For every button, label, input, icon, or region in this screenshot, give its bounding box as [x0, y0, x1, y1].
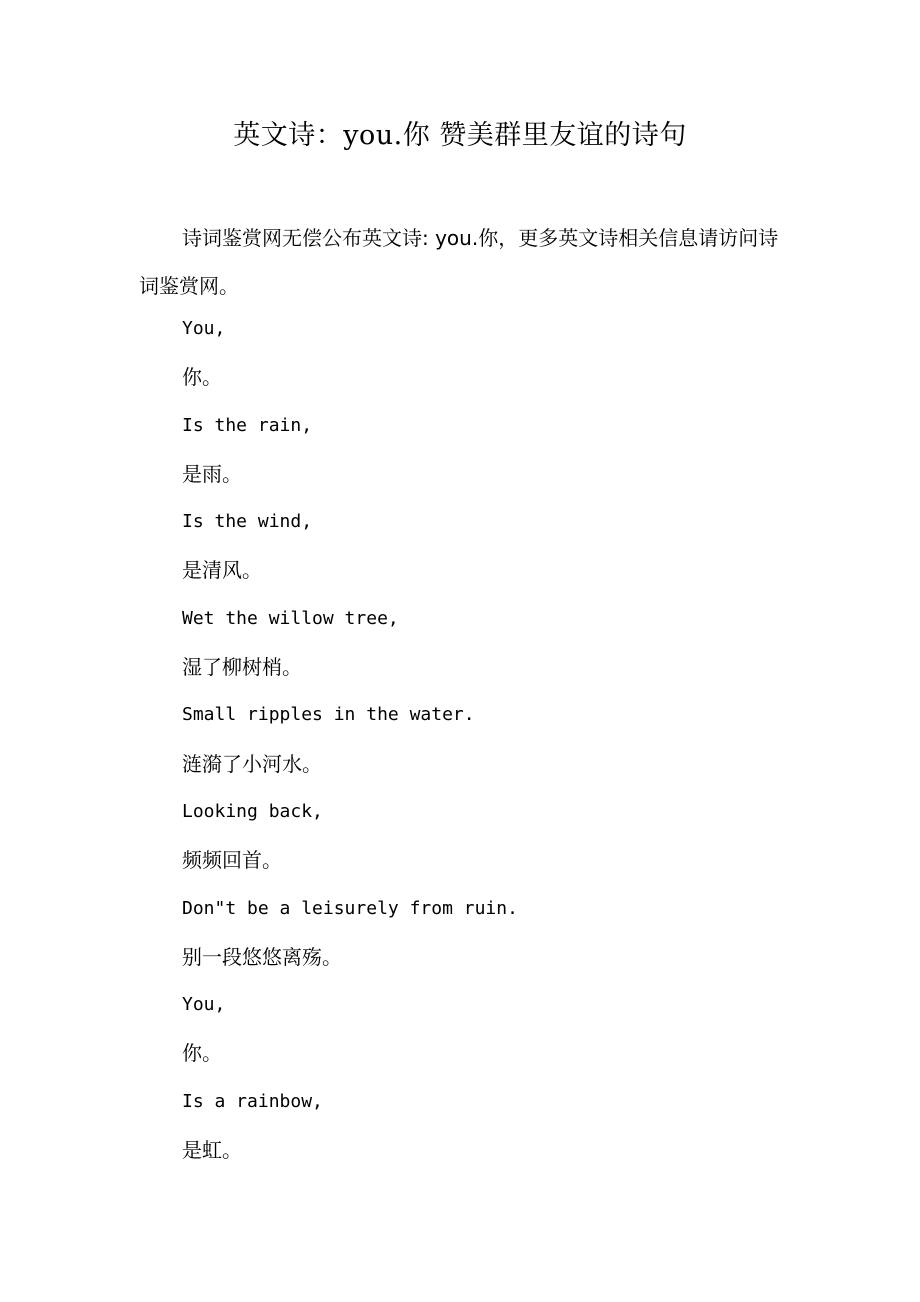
poem-line-zh: 湿了柳树梢。 [182, 655, 302, 680]
poem-line-en: Looking back, [182, 800, 323, 822]
poem-line-zh: 是清风。 [182, 558, 262, 583]
poem-line-en: Is the rain, [182, 414, 313, 436]
poem-line-zh: 涟漪了小河水。 [182, 751, 322, 776]
poem-line-en: You, [182, 318, 226, 339]
poem-line-en: Is the wind, [182, 511, 313, 533]
poem-line-zh: 频频回首。 [182, 848, 282, 873]
poem-line-zh: 是雨。 [182, 461, 242, 486]
poem-line-zh: 你。 [182, 365, 222, 390]
poem-line-en: You, [182, 994, 226, 1016]
poem-line-zh: 别一段悠悠离殇。 [182, 944, 342, 969]
poem-line-en: Don"t be a leisurely from ruin. [182, 897, 518, 919]
poem-line-en: Small ripples in the water. [182, 704, 475, 726]
poem-lines [182, 305, 802, 1174]
poem-line-zh: 你。 [182, 1041, 222, 1066]
poem-line-zh: 是虹。 [182, 1138, 242, 1163]
page-title: 英文诗：you.你 赞美群里友谊的诗句 [233, 120, 687, 151]
poem-line-en: Wet the willow tree, [182, 607, 399, 629]
intro-paragraph: 诗词鉴赏网无偿公布英文诗: you.你，更多英文诗相关信息请访问诗词鉴赏网。 [139, 226, 779, 298]
poem-line-en: Is a rainbow, [182, 1090, 323, 1112]
